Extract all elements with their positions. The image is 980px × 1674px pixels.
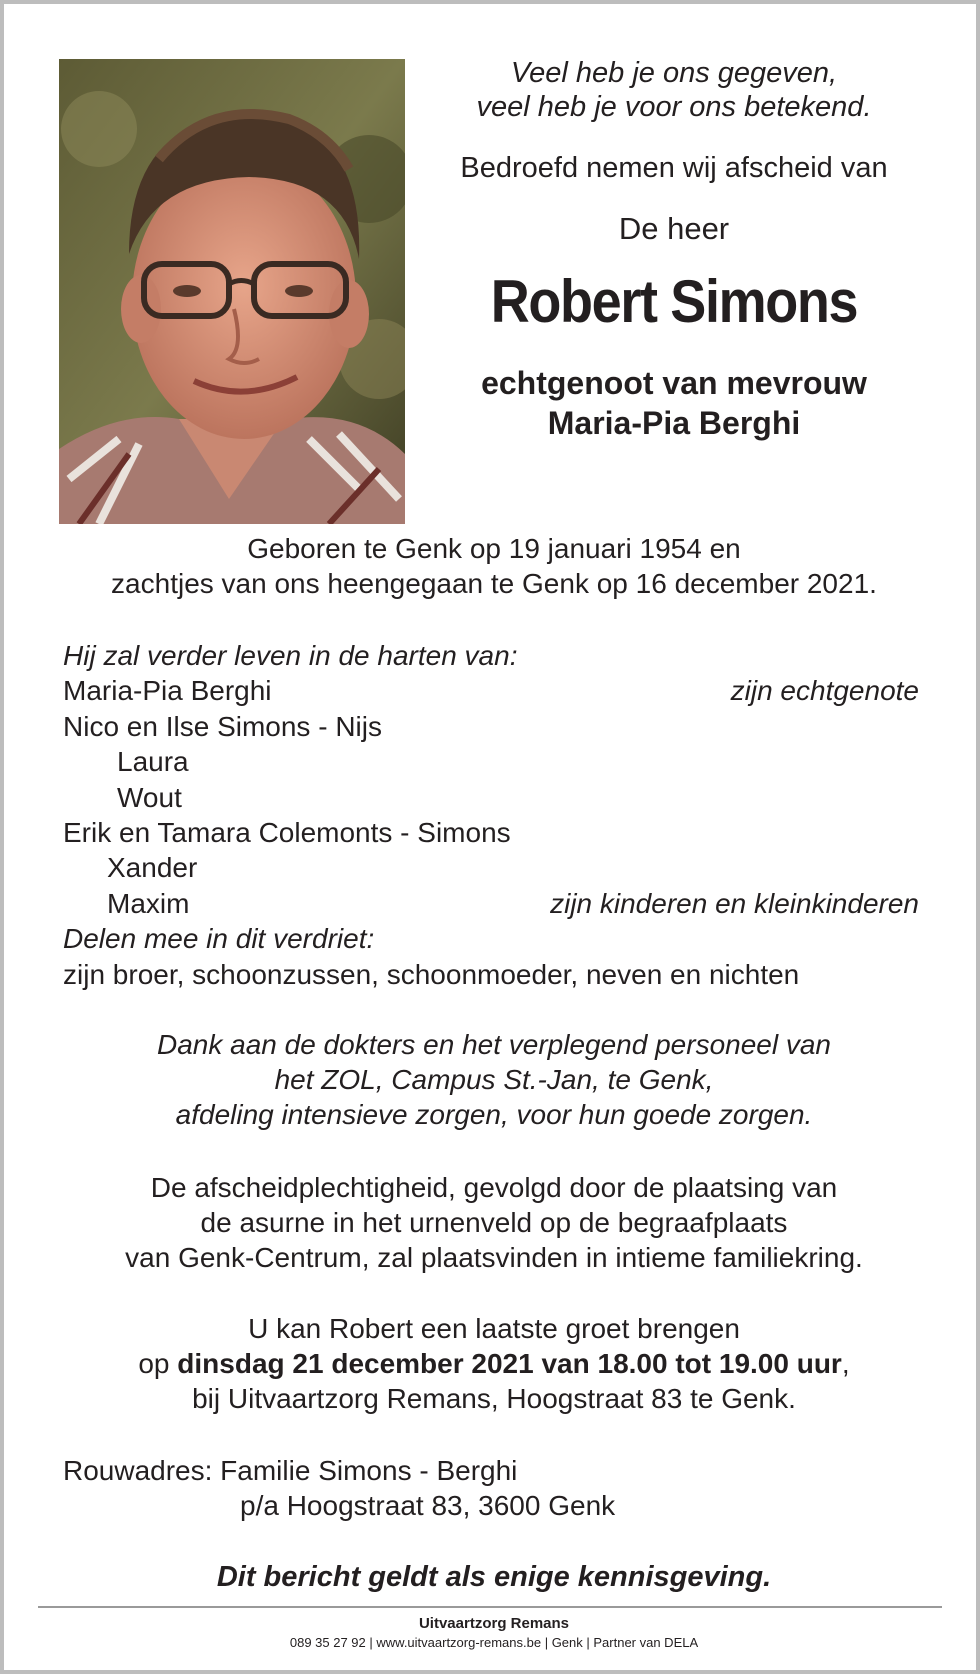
thanks-text — [4, 1027, 980, 1132]
family-row — [63, 886, 919, 921]
family-heading: Hij zal verder leven in de harten van: — [63, 640, 518, 671]
family-relation: zijn echtgenote — [730, 675, 919, 707]
family-row — [63, 709, 919, 744]
address-line: p/a Hoogstraat 83, 3600 Genk — [240, 1490, 616, 1521]
ceremony-line: de asurne in het urnenveld op de begraafplaats — [200, 1207, 788, 1238]
family-member: Maria-Pia Berghi — [63, 675, 272, 707]
ceremony-line: van Genk-Centrum, zal plaatsvinden in intieme familiekring. — [125, 1242, 863, 1273]
birth-death-info — [4, 531, 980, 601]
motto-line: veel heb je voor ons betekend. — [476, 91, 872, 123]
spouse-line: echtgenoot van mevrouw — [481, 365, 867, 401]
thanks-line: Dank aan de dokters en het verplegend personeel van — [156, 1029, 832, 1060]
family-member: Erik en Tamara Colemonts - Simons — [63, 816, 511, 848]
family-member: Maxim — [107, 887, 190, 919]
family-row — [63, 815, 919, 850]
death-line: zachtjes van ons heengegaan te Genk op 16 december 2021. — [111, 568, 877, 599]
intro-text: Bedroefd nemen wij afscheid van — [460, 152, 888, 184]
deceased-name: Robert Simons — [490, 268, 858, 335]
spouse-name: Maria-Pia Berghi — [547, 405, 801, 441]
portrait-illustration — [59, 59, 405, 524]
notice-text: Dit bericht geldt als enige kennisgeving. — [216, 1561, 772, 1593]
thanks-line: het ZOL, Campus St.-Jan, te Genk, — [274, 1064, 714, 1095]
family-list — [63, 638, 919, 992]
mourning-address — [63, 1453, 615, 1523]
ceremony-line: De afscheidplechtigheid, gevolgd door de plaatsing van — [150, 1172, 838, 1203]
family-row — [63, 850, 919, 885]
motto-line: Veel heb je ons gegeven, — [510, 57, 838, 89]
family-member: Nico en Ilse Simons - Nijs — [63, 710, 382, 742]
family-row — [63, 673, 919, 708]
visit-location: bij Uitvaartzorg Remans, Hoogstraat 83 te Genk. — [192, 1383, 796, 1414]
family-row — [63, 744, 919, 779]
share-heading: Delen mee in dit verdriet: — [63, 923, 375, 955]
visit-datetime-line — [4, 1346, 980, 1381]
visit-suffix: , — [841, 1348, 850, 1379]
address-line: Rouwadres: Familie Simons - Berghi — [63, 1455, 518, 1486]
footer-divider — [38, 1606, 942, 1608]
visit-datetime: dinsdag 21 december 2021 van 18.00 tot 19.00 uur — [177, 1348, 842, 1379]
birth-line: Geboren te Genk op 19 januari 1954 en — [247, 533, 741, 564]
share-text: zijn broer, schoonzussen, schoonmoeder, neven en nichten — [63, 958, 800, 990]
visit-line: U kan Robert een laatste groet brengen — [248, 1313, 740, 1344]
family-member: Xander — [107, 852, 198, 884]
spouse-info — [424, 363, 924, 443]
portrait-photo — [59, 59, 405, 524]
honorific: De heer — [618, 211, 730, 246]
visitation-info — [4, 1311, 980, 1416]
family-row — [63, 780, 919, 815]
family-member: Laura — [117, 746, 189, 778]
visit-prefix: op — [138, 1348, 178, 1379]
family-member: Wout — [117, 781, 182, 813]
footer-contact: 089 35 27 92 | www.uitvaartzorg-remans.be | Genk | Partner van DELA — [289, 1635, 699, 1650]
family-relation: zijn kinderen en kleinkinderen — [550, 887, 919, 919]
footer-company: Uitvaartzorg Remans — [418, 1615, 570, 1632]
ceremony-text — [4, 1170, 980, 1275]
header-block — [424, 56, 924, 443]
motto — [424, 56, 924, 124]
thanks-line: afdeling intensieve zorgen, voor hun goede zorgen. — [175, 1099, 813, 1130]
